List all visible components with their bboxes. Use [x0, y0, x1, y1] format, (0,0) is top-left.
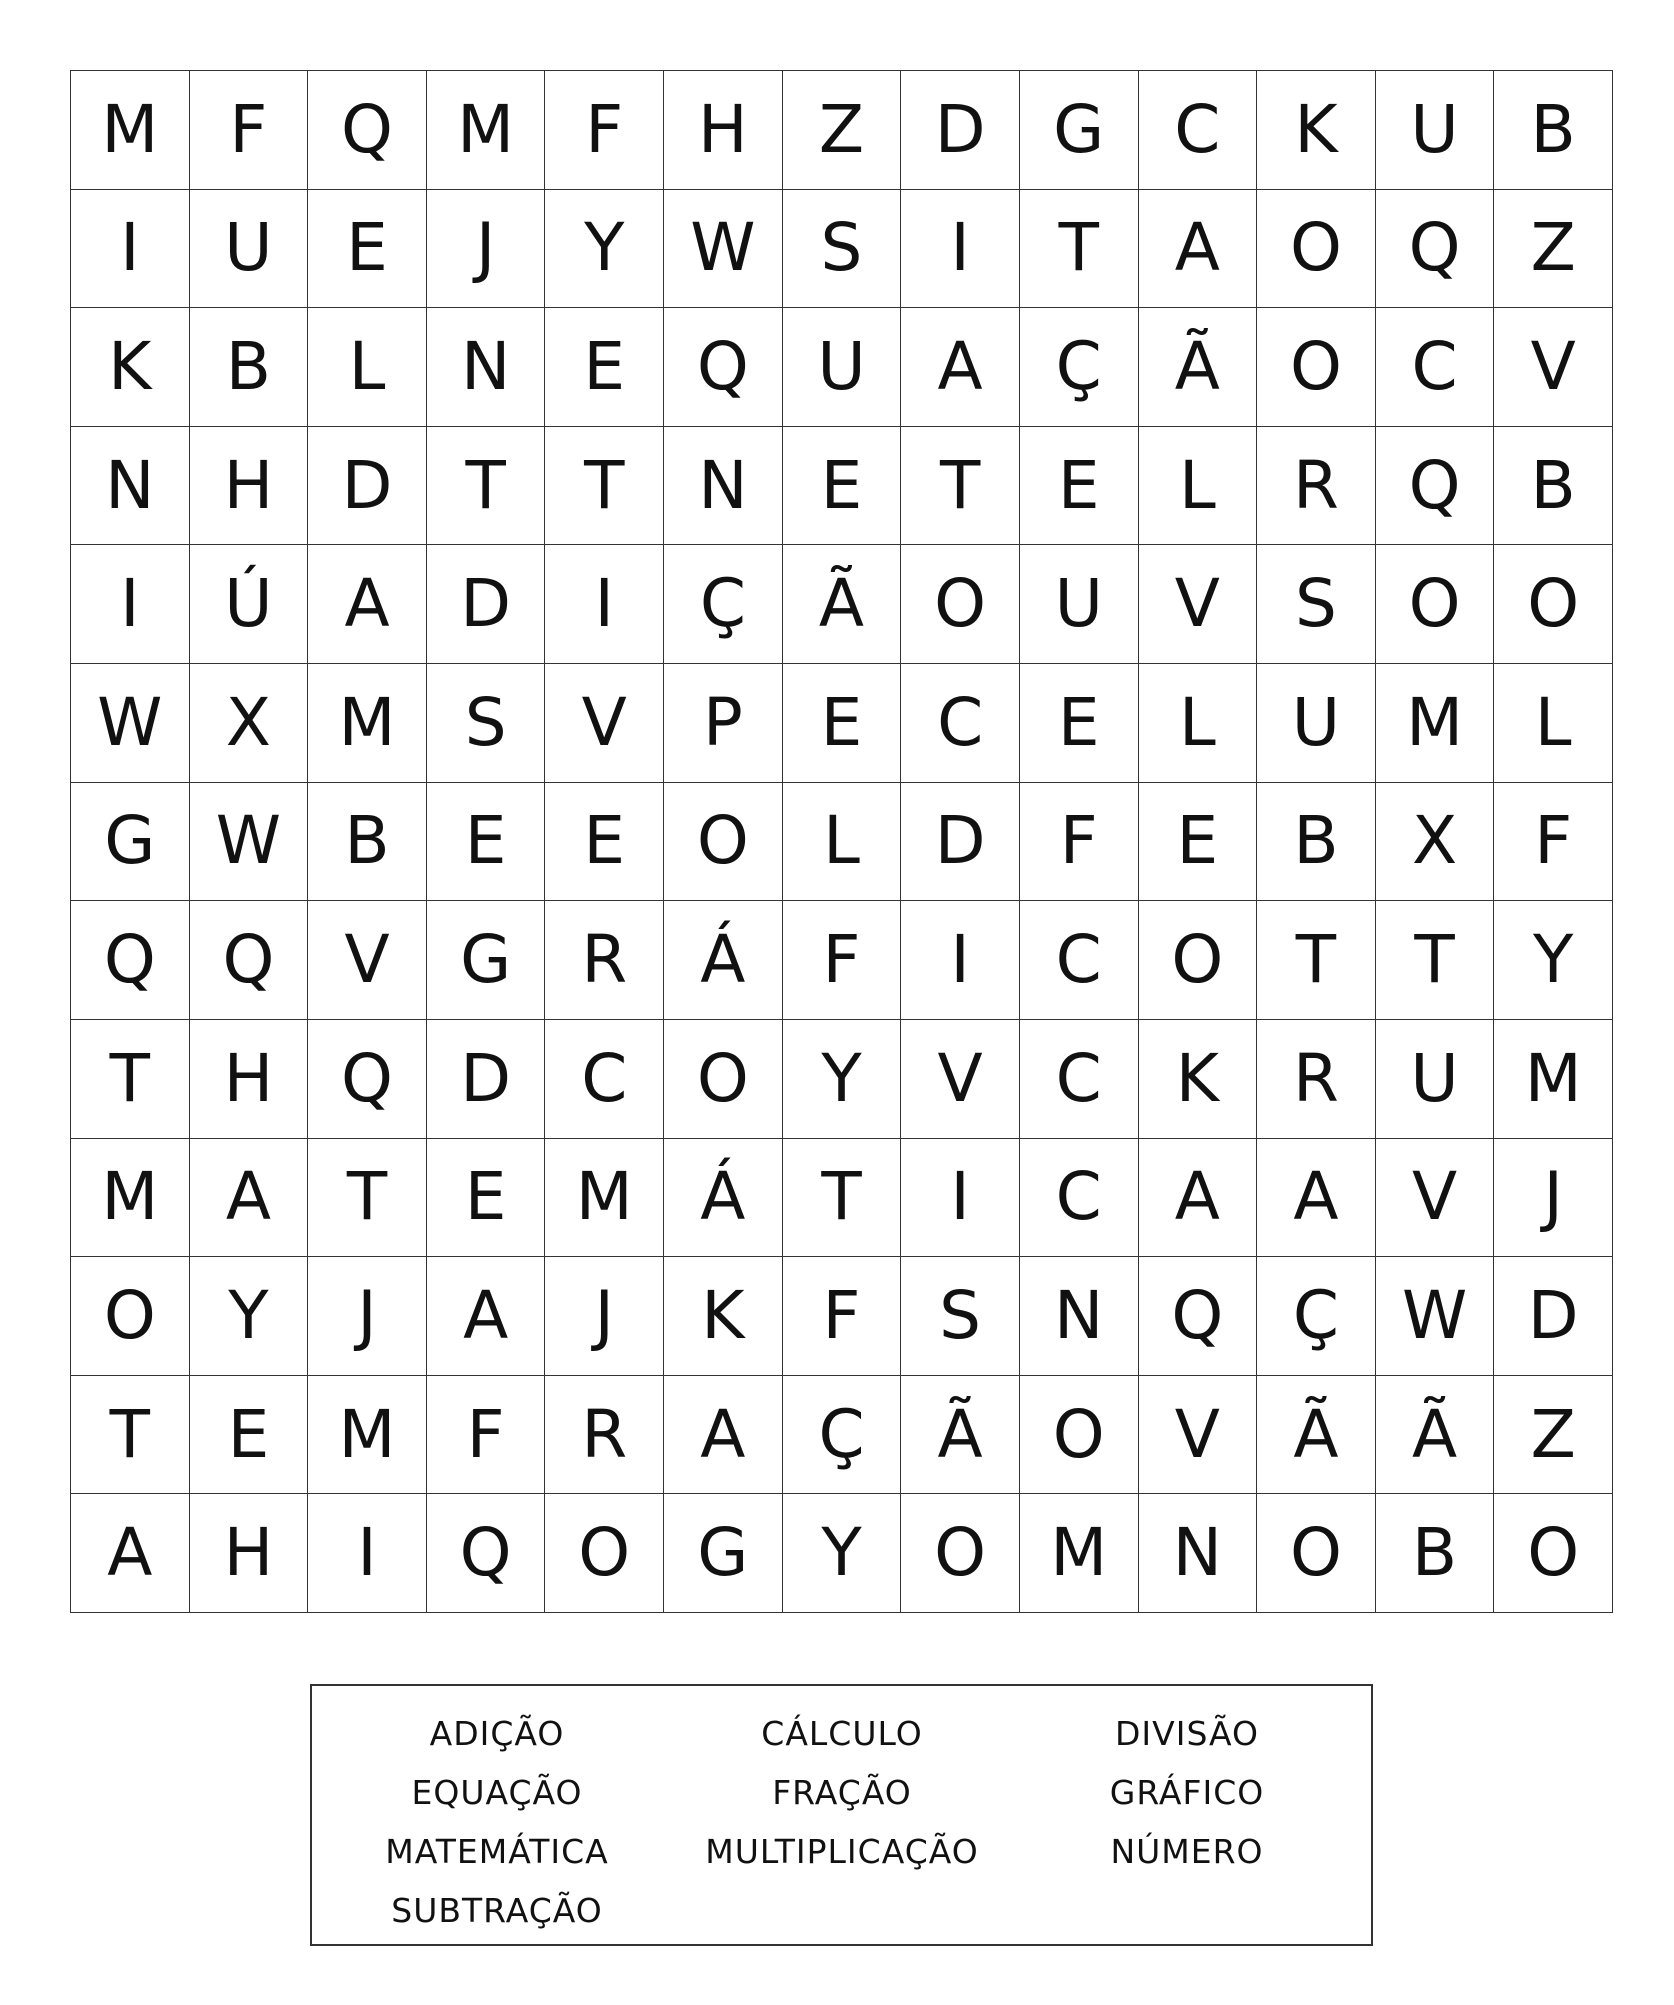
- grid-cell[interactable]: O: [1494, 1494, 1613, 1613]
- grid-cell[interactable]: C: [1020, 1020, 1139, 1139]
- grid-cell[interactable]: S: [901, 1257, 1020, 1376]
- grid-cell[interactable]: M: [427, 71, 546, 190]
- grid-cell[interactable]: E: [427, 783, 546, 902]
- grid-cell[interactable]: M: [1376, 664, 1495, 783]
- word-list-item: NÚMERO: [1110, 1832, 1264, 1871]
- grid-cell[interactable]: O: [901, 545, 1020, 664]
- grid-cell[interactable]: B: [190, 308, 309, 427]
- grid-cell[interactable]: O: [545, 1494, 664, 1613]
- grid-cell[interactable]: H: [664, 71, 783, 190]
- grid-cell[interactable]: Ã: [783, 545, 902, 664]
- grid-cell[interactable]: U: [1020, 545, 1139, 664]
- grid-cell[interactable]: X: [1376, 783, 1495, 902]
- grid-cell[interactable]: E: [1020, 427, 1139, 546]
- grid-cell[interactable]: H: [190, 1020, 309, 1139]
- grid-cell[interactable]: Q: [1139, 1257, 1258, 1376]
- word-list-box: [310, 1684, 1373, 1946]
- grid-cell[interactable]: M: [545, 1139, 664, 1258]
- word-list-column-2: [677, 1704, 1007, 1881]
- grid-cell[interactable]: W: [71, 664, 190, 783]
- grid-cell[interactable]: H: [190, 1494, 309, 1613]
- grid-cell[interactable]: K: [664, 1257, 783, 1376]
- grid-cell[interactable]: V: [1139, 545, 1258, 664]
- grid-cell[interactable]: Z: [783, 71, 902, 190]
- grid-cell[interactable]: Z: [1494, 190, 1613, 309]
- grid-cell[interactable]: I: [308, 1494, 427, 1613]
- grid-cell[interactable]: C: [1376, 308, 1495, 427]
- grid-cell[interactable]: Y: [545, 190, 664, 309]
- grid-cell[interactable]: O: [1257, 308, 1376, 427]
- grid-cell[interactable]: K: [1257, 71, 1376, 190]
- grid-cell[interactable]: B: [1257, 783, 1376, 902]
- grid-cell[interactable]: M: [308, 1376, 427, 1495]
- grid-cell[interactable]: Ã: [1139, 308, 1258, 427]
- grid-cell[interactable]: I: [71, 545, 190, 664]
- grid-cell[interactable]: G: [664, 1494, 783, 1613]
- grid-cell[interactable]: E: [190, 1376, 309, 1495]
- grid-cell[interactable]: R: [1257, 427, 1376, 546]
- grid-cell[interactable]: Q: [1376, 427, 1495, 546]
- grid-cell[interactable]: A: [1139, 1139, 1258, 1258]
- grid-cell[interactable]: U: [1376, 1020, 1495, 1139]
- grid-cell[interactable]: D: [308, 427, 427, 546]
- word-list-item: MULTIPLICAÇÃO: [705, 1832, 979, 1871]
- grid-cell[interactable]: G: [71, 783, 190, 902]
- grid-cell[interactable]: D: [1494, 1257, 1613, 1376]
- grid-cell[interactable]: G: [427, 901, 546, 1020]
- grid-cell[interactable]: Q: [1376, 190, 1495, 309]
- grid-cell[interactable]: O: [1139, 901, 1258, 1020]
- grid-cell[interactable]: B: [308, 783, 427, 902]
- grid-cell[interactable]: Á: [664, 1139, 783, 1258]
- grid-cell[interactable]: W: [1376, 1257, 1495, 1376]
- grid-cell[interactable]: K: [1139, 1020, 1258, 1139]
- grid-cell[interactable]: T: [71, 1020, 190, 1139]
- grid-cell[interactable]: Ã: [1376, 1376, 1495, 1495]
- grid-cell[interactable]: A: [71, 1494, 190, 1613]
- grid-cell[interactable]: H: [190, 427, 309, 546]
- grid-cell[interactable]: Ú: [190, 545, 309, 664]
- grid-cell[interactable]: O: [664, 783, 783, 902]
- word-list-item: FRAÇÃO: [772, 1773, 912, 1812]
- grid-cell[interactable]: R: [545, 1376, 664, 1495]
- grid-cell[interactable]: W: [190, 783, 309, 902]
- grid-cell[interactable]: V: [1139, 1376, 1258, 1495]
- grid-cell[interactable]: C: [1020, 901, 1139, 1020]
- grid-cell[interactable]: B: [1494, 427, 1613, 546]
- grid-cell[interactable]: O: [901, 1494, 1020, 1613]
- grid-cell[interactable]: F: [545, 71, 664, 190]
- grid-cell[interactable]: M: [1020, 1494, 1139, 1613]
- grid-cell[interactable]: T: [427, 427, 546, 546]
- grid-cell[interactable]: E: [308, 190, 427, 309]
- grid-cell[interactable]: K: [71, 308, 190, 427]
- grid-cell[interactable]: Ç: [783, 1376, 902, 1495]
- grid-cell[interactable]: O: [1020, 1376, 1139, 1495]
- grid-cell[interactable]: E: [545, 783, 664, 902]
- grid-cell[interactable]: Ã: [901, 1376, 1020, 1495]
- grid-cell[interactable]: O: [1257, 190, 1376, 309]
- grid-cell[interactable]: L: [1139, 664, 1258, 783]
- grid-cell[interactable]: N: [71, 427, 190, 546]
- word-list-column-1: [332, 1704, 662, 1940]
- grid-cell[interactable]: Q: [664, 308, 783, 427]
- grid-cell[interactable]: C: [1139, 71, 1258, 190]
- grid-cell[interactable]: T: [1020, 190, 1139, 309]
- grid-cell[interactable]: T: [1257, 901, 1376, 1020]
- grid-cell[interactable]: R: [1257, 1020, 1376, 1139]
- grid-cell[interactable]: F: [1020, 783, 1139, 902]
- grid-cell[interactable]: V: [901, 1020, 1020, 1139]
- grid-cell[interactable]: Q: [427, 1494, 546, 1613]
- grid-cell[interactable]: Ç: [664, 545, 783, 664]
- grid-cell[interactable]: Z: [1494, 1376, 1613, 1495]
- grid-cell[interactable]: E: [545, 308, 664, 427]
- grid-cell[interactable]: S: [427, 664, 546, 783]
- grid-cell[interactable]: L: [1494, 664, 1613, 783]
- grid-cell[interactable]: Y: [190, 1257, 309, 1376]
- grid-cell[interactable]: Q: [308, 1020, 427, 1139]
- grid-cell[interactable]: E: [783, 664, 902, 783]
- grid-cell[interactable]: U: [190, 190, 309, 309]
- grid-cell[interactable]: D: [427, 1020, 546, 1139]
- grid-cell[interactable]: D: [901, 71, 1020, 190]
- grid-cell[interactable]: Q: [190, 901, 309, 1020]
- grid-cell[interactable]: F: [427, 1376, 546, 1495]
- grid-cell[interactable]: V: [308, 901, 427, 1020]
- grid-cell[interactable]: F: [1494, 783, 1613, 902]
- grid-cell[interactable]: C: [545, 1020, 664, 1139]
- grid-cell[interactable]: M: [71, 71, 190, 190]
- grid-cell[interactable]: U: [1257, 664, 1376, 783]
- grid-cell[interactable]: Y: [783, 1494, 902, 1613]
- grid-cell[interactable]: L: [308, 308, 427, 427]
- grid-cell[interactable]: F: [190, 71, 309, 190]
- grid-cell[interactable]: L: [1139, 427, 1258, 546]
- grid-cell[interactable]: A: [1257, 1139, 1376, 1258]
- word-list-item: SUBTRAÇÃO: [391, 1891, 603, 1930]
- grid-cell[interactable]: Ç: [1020, 308, 1139, 427]
- grid-cell[interactable]: Q: [71, 901, 190, 1020]
- word-list-item: GRÁFICO: [1109, 1773, 1265, 1812]
- grid-cell[interactable]: D: [901, 783, 1020, 902]
- grid-cell[interactable]: A: [1139, 190, 1258, 309]
- grid-cell[interactable]: W: [664, 190, 783, 309]
- grid-cell[interactable]: J: [427, 190, 546, 309]
- grid-cell[interactable]: N: [664, 427, 783, 546]
- grid-cell[interactable]: O: [1494, 545, 1613, 664]
- grid-cell[interactable]: J: [1494, 1139, 1613, 1258]
- grid-cell[interactable]: I: [901, 901, 1020, 1020]
- grid-cell[interactable]: T: [71, 1376, 190, 1495]
- grid-cell[interactable]: Y: [783, 1020, 902, 1139]
- grid-cell[interactable]: X: [190, 664, 309, 783]
- grid-cell[interactable]: O: [1376, 545, 1495, 664]
- grid-cell[interactable]: D: [427, 545, 546, 664]
- word-list-item: MATEMÁTICA: [385, 1832, 609, 1871]
- grid-cell[interactable]: B: [1494, 71, 1613, 190]
- grid-cell[interactable]: Y: [1494, 901, 1613, 1020]
- grid-cell[interactable]: Q: [308, 71, 427, 190]
- grid-cell[interactable]: T: [901, 427, 1020, 546]
- grid-cell[interactable]: N: [427, 308, 546, 427]
- grid-cell[interactable]: P: [664, 664, 783, 783]
- grid-cell[interactable]: M: [1494, 1020, 1613, 1139]
- grid-cell[interactable]: T: [545, 427, 664, 546]
- grid-cell[interactable]: M: [71, 1139, 190, 1258]
- grid-cell[interactable]: Á: [664, 901, 783, 1020]
- grid-cell[interactable]: E: [783, 427, 902, 546]
- grid-cell[interactable]: T: [1376, 901, 1495, 1020]
- grid-cell[interactable]: A: [308, 545, 427, 664]
- grid-cell[interactable]: O: [664, 1020, 783, 1139]
- word-list-item: ADIÇÃO: [429, 1714, 565, 1753]
- grid-cell[interactable]: J: [545, 1257, 664, 1376]
- grid-cell[interactable]: G: [1020, 71, 1139, 190]
- grid-cell[interactable]: A: [427, 1257, 546, 1376]
- word-list-column-3: [1022, 1704, 1352, 1881]
- grid-cell[interactable]: U: [783, 308, 902, 427]
- grid-cell[interactable]: U: [1376, 71, 1495, 190]
- grid-cell[interactable]: M: [308, 664, 427, 783]
- grid-cell[interactable]: B: [1376, 1494, 1495, 1613]
- grid-cell[interactable]: O: [71, 1257, 190, 1376]
- grid-cell[interactable]: C: [1020, 1139, 1139, 1258]
- grid-cell[interactable]: E: [1139, 783, 1258, 902]
- grid-cell[interactable]: T: [783, 1139, 902, 1258]
- grid-cell[interactable]: N: [1139, 1494, 1258, 1613]
- grid-cell[interactable]: I: [901, 1139, 1020, 1258]
- grid-cell[interactable]: S: [783, 190, 902, 309]
- word-list-item: CÁLCULO: [761, 1714, 923, 1753]
- grid-cell[interactable]: O: [1257, 1494, 1376, 1613]
- grid-cell[interactable]: N: [1020, 1257, 1139, 1376]
- grid-cell[interactable]: V: [545, 664, 664, 783]
- grid-cell[interactable]: Ç: [1257, 1257, 1376, 1376]
- grid-cell[interactable]: A: [190, 1139, 309, 1258]
- grid-cell[interactable]: Ã: [1257, 1376, 1376, 1495]
- letter-grid: [70, 70, 1613, 1613]
- grid-cell[interactable]: J: [308, 1257, 427, 1376]
- grid-cell[interactable]: I: [71, 190, 190, 309]
- grid-cell[interactable]: E: [1020, 664, 1139, 783]
- grid-cell[interactable]: A: [901, 308, 1020, 427]
- grid-cell[interactable]: L: [783, 783, 902, 902]
- grid-cell[interactable]: V: [1376, 1139, 1495, 1258]
- word-list-item: DIVISÃO: [1115, 1714, 1259, 1753]
- grid-cell[interactable]: E: [427, 1139, 546, 1258]
- grid-cell[interactable]: F: [783, 1257, 902, 1376]
- grid-cell[interactable]: T: [308, 1139, 427, 1258]
- grid-cell[interactable]: A: [664, 1376, 783, 1495]
- grid-cell[interactable]: V: [1494, 308, 1613, 427]
- grid-cell[interactable]: C: [901, 664, 1020, 783]
- grid-cell[interactable]: I: [545, 545, 664, 664]
- grid-cell[interactable]: I: [901, 190, 1020, 309]
- grid-cell[interactable]: F: [783, 901, 902, 1020]
- grid-cell[interactable]: R: [545, 901, 664, 1020]
- grid-cell[interactable]: S: [1257, 545, 1376, 664]
- word-list-item: EQUAÇÃO: [411, 1773, 583, 1812]
